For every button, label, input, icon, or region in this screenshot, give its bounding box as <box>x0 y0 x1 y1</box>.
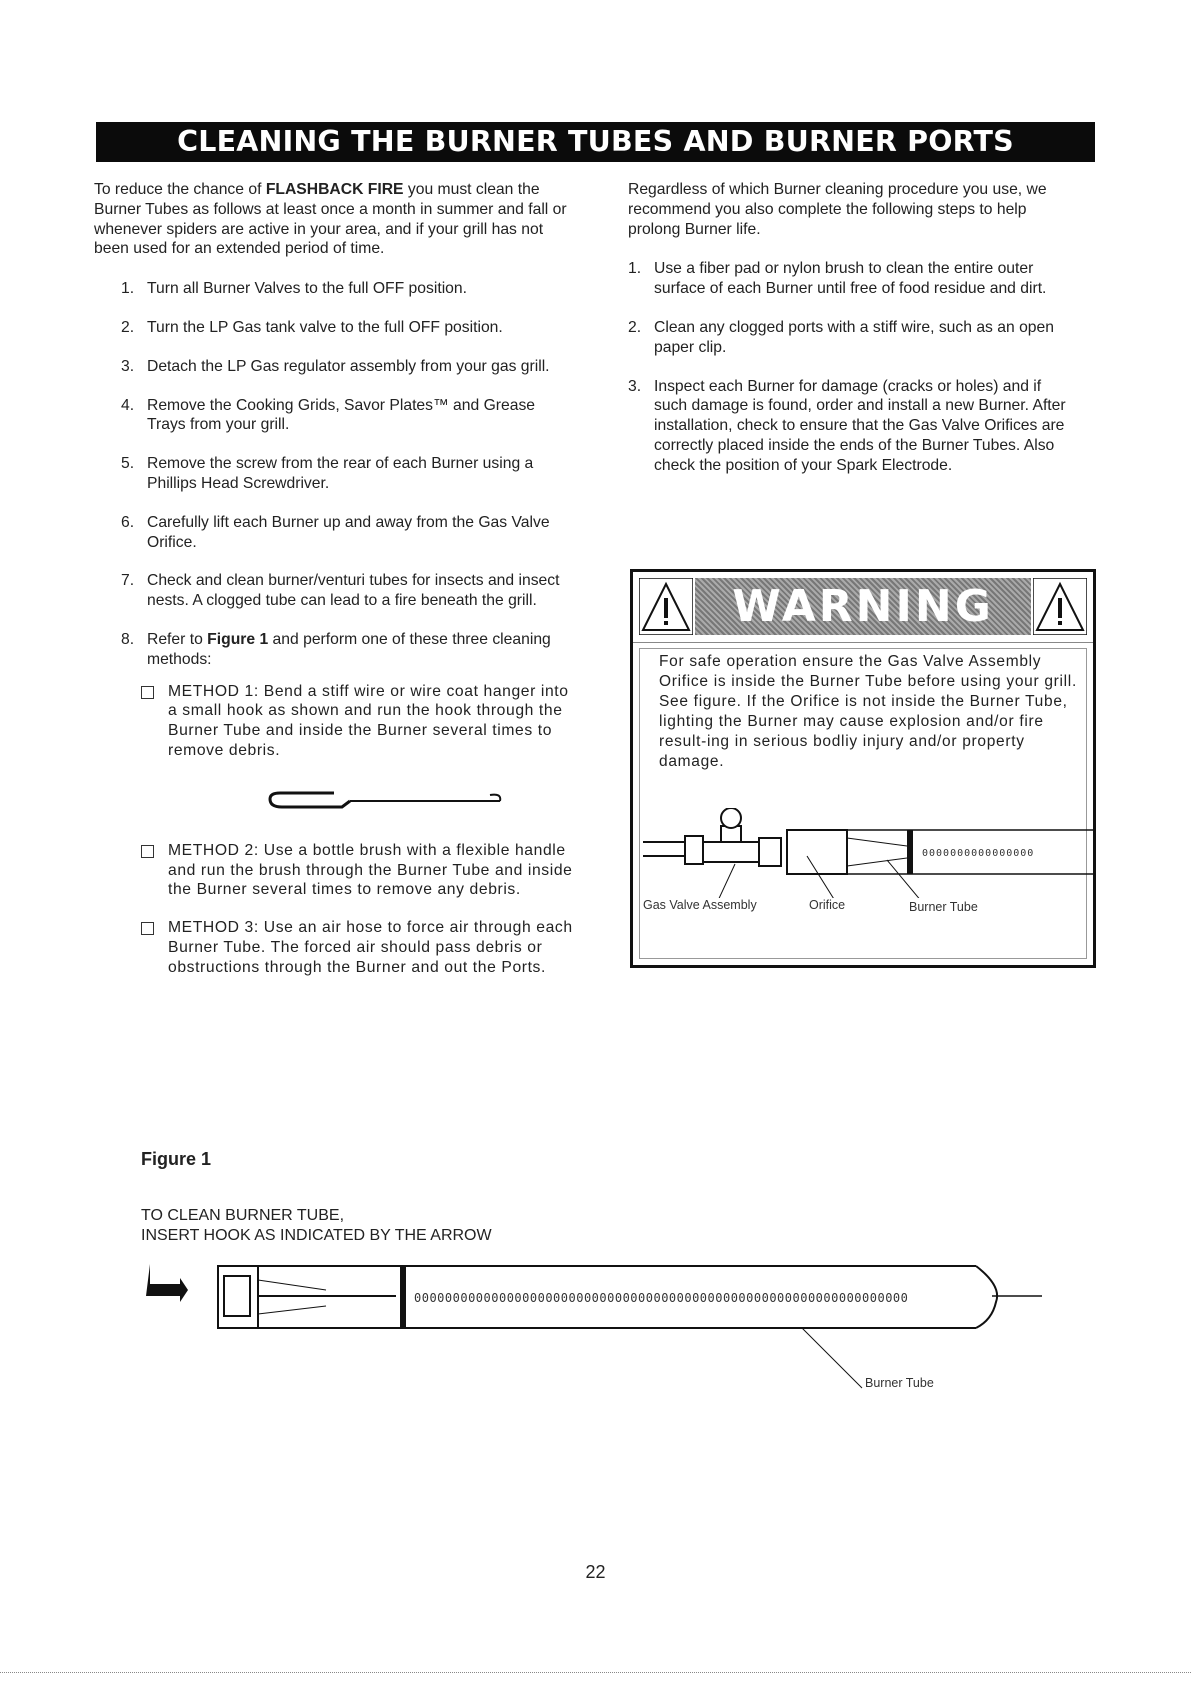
warning-triangle-icon <box>639 578 693 635</box>
method-text: METHOD 2: Use a bottle brush with a flexible handle and run the brush through the Burner Tube and inside the Burner several times to remove any debris. <box>168 841 573 899</box>
warning-text: For safe operation ensure the Gas Valve Assembly Orifice is inside the Burner Tube before using your grill. See figure. If the Orifice is not inside the Burner Tube, lighting the Burner may cause explosion and/or fire result-ing in serious bodliy injury and/or property damage. <box>659 653 1077 770</box>
checkbox-icon[interactable] <box>141 845 154 858</box>
burner-tube-label: Burner Tube <box>865 1376 934 1390</box>
arrow-right-icon <box>146 1264 188 1302</box>
step-text: Remove the screw from the rear of each Burner using a Phillips Head Screwdriver. <box>147 455 534 492</box>
step-text: Carefully lift each Burner up and away from the Gas Valve Orifice. <box>147 513 550 551</box>
list-item <box>121 630 574 670</box>
figure-reference: Figure 1 <box>207 630 269 648</box>
step-text: Detach the LP Gas regulator assembly from your gas grill. <box>147 357 550 375</box>
figure-caption-line: INSERT HOOK AS INDICATED BY THE ARROW <box>141 1227 492 1244</box>
page-title: CLEANING THE BURNER TUBES AND BURNER PORTS <box>177 125 1014 158</box>
step-text: Inspect each Burner for damage (cracks or holes) and if such damage is found, order and install a new Burner. After installation, check to ensure that the Gas Valve Orifices are correctly placed inside the ends of the Burner Tubes. Also check the position of your Spark Electrode. <box>654 377 1066 474</box>
step-number: 3. <box>628 377 642 395</box>
step-text: Turn the LP Gas tank valve to the full OFF position. <box>147 318 503 336</box>
step-text-part: Refer to <box>147 630 208 648</box>
list-item <box>121 396 574 436</box>
step-number: 7. <box>121 572 135 590</box>
warning-header <box>633 572 1093 643</box>
method-2 <box>141 841 574 900</box>
step-text-part: and perform one of these three cleaning methods: <box>147 630 551 668</box>
warning-triangle-icon <box>1033 578 1087 635</box>
step-number: 5. <box>121 455 135 473</box>
intro-paragraph <box>94 180 574 259</box>
method-text: METHOD 1: Bend a stiff wire or wire coat hanger into a small hook as shown and run the hook through the Burner Tube and inside the Burner several times to remove debris. <box>168 682 569 759</box>
step-number: 6. <box>121 513 135 531</box>
step-text: Use a fiber pad or nylon brush to clean the entire outer surface of each Burner until free of food residue and dirt. <box>654 260 1047 298</box>
method-1 <box>141 682 574 761</box>
cleaning-steps-list <box>121 279 574 669</box>
left-column <box>94 180 574 996</box>
method-3 <box>141 918 574 977</box>
warning-box <box>630 569 1096 968</box>
step-number: 3. <box>121 357 135 375</box>
page-number: 22 <box>585 1562 606 1582</box>
gas-valve-assembly-label: Gas Valve Assembly <box>643 898 757 912</box>
checkbox-icon[interactable] <box>141 922 154 935</box>
list-item <box>121 454 574 494</box>
right-column <box>628 180 1068 495</box>
step-text: Remove the Cooking Grids, Savor Plates™ and Grease Trays from your grill. <box>147 396 536 434</box>
intro-text: To reduce the chance of <box>94 181 266 198</box>
list-item <box>121 279 574 299</box>
list-item <box>628 259 1068 299</box>
step-number: 1. <box>628 260 642 278</box>
step-number: 4. <box>121 396 135 414</box>
bottom-divider <box>0 1672 1191 1673</box>
right-intro-paragraph: Regardless of which Burner cleaning procedure you use, we recommend you also complete the following steps to help prolong Burner life. <box>628 181 1047 238</box>
step-number: 8. <box>121 630 135 648</box>
list-item <box>121 513 574 553</box>
step-number: 2. <box>628 318 642 336</box>
svg-text:0000000000000000: 0000000000000000 <box>922 848 1035 859</box>
intro-text-cont: you must clean the Burner Tubes as follows at least once a month in summer and fall or whenever spiders are active in your area, and if your grill has not been used for an extended period of time. <box>94 181 567 258</box>
orifice-label: Orifice <box>809 898 846 912</box>
figure-caption <box>141 1206 492 1246</box>
step-text <box>147 630 574 670</box>
page-title-banner <box>96 122 1095 162</box>
gas-valve-orifice-diagram <box>637 808 1093 898</box>
step-number: 2. <box>121 318 135 336</box>
burner-tube-figure <box>146 1262 1046 1392</box>
maintenance-steps-list <box>628 259 1068 475</box>
list-item <box>121 357 574 377</box>
list-item <box>121 571 574 611</box>
wire-hook-icon <box>264 779 504 819</box>
list-item <box>121 318 574 338</box>
warning-title: WARNING <box>695 578 1031 635</box>
checkbox-icon[interactable] <box>141 686 154 699</box>
svg-text:000000000000000000000000000000: 0000000000000000000000000000000000000000000000000000000000000000 <box>414 1291 909 1305</box>
flashback-fire-emphasis: FLASHBACK FIRE <box>265 181 404 198</box>
step-text: Turn all Burner Valves to the full OFF position. <box>147 280 467 298</box>
step-text: Check and clean burner/venturi tubes for insects and insect nests. A clogged tube can lead to a fire beneath the grill. <box>147 572 560 610</box>
list-item <box>628 377 1068 476</box>
figure-title: Figure 1 <box>141 1149 212 1169</box>
method-text: METHOD 3: Use an air hose to force air through each Burner Tube. The forced air should pass debris or obstructions through the Burner and out the Ports. <box>168 919 573 976</box>
figure-caption-line: TO CLEAN BURNER TUBE, <box>141 1207 345 1224</box>
step-number: 1. <box>121 280 135 298</box>
list-item <box>628 318 1068 358</box>
step-text: Clean any clogged ports with a stiff wire, such as an open paper clip. <box>654 318 1054 356</box>
burner-tube-label: Burner Tube <box>909 900 978 914</box>
